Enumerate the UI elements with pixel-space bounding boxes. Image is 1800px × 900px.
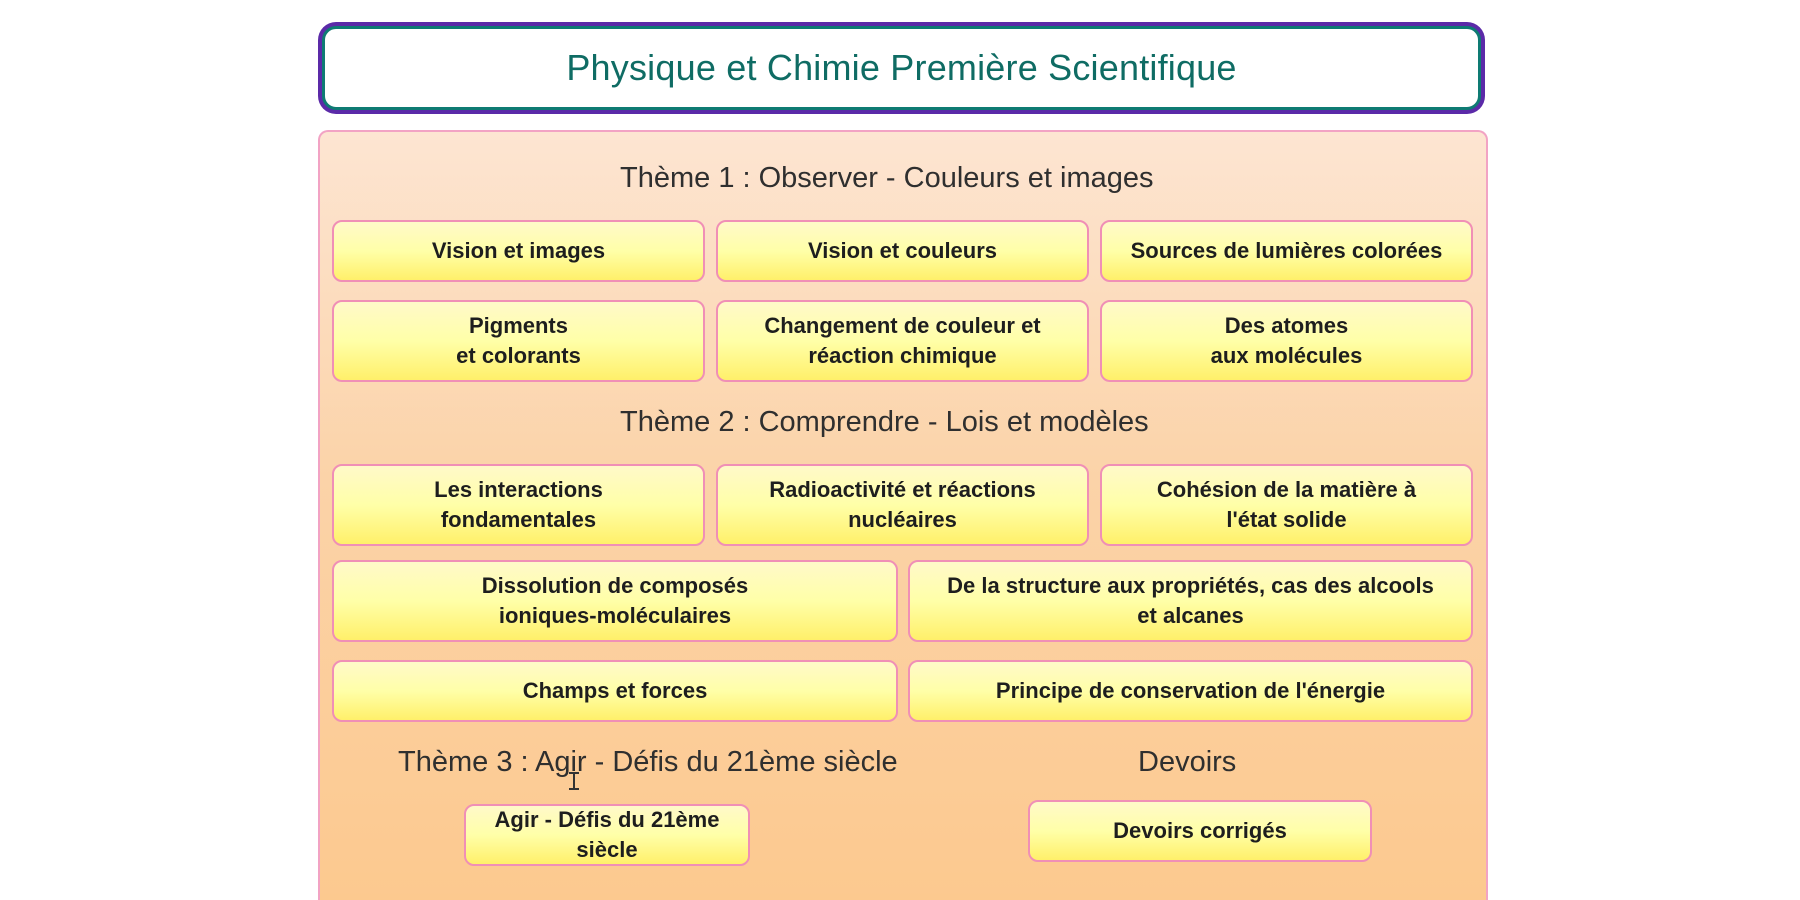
theme3-title: Thème 3 : Agir - Défis du 21ème siècle	[398, 746, 898, 778]
button-label: Radioactivité et réactions nucléaires	[769, 477, 1036, 532]
vision-couleurs-button[interactable]	[716, 220, 1089, 282]
button-label: Principe de conservation de l'énergie	[995, 678, 1386, 703]
cohesion-matiere-button[interactable]	[1100, 464, 1473, 546]
button-label: Pigments et colorants	[456, 313, 581, 368]
interactions-fondamentales-button[interactable]	[332, 464, 705, 546]
page-title: Physique et Chimie Première Scientifique	[566, 47, 1237, 88]
button-label: Les interactions fondamentales	[434, 477, 603, 532]
button-label: Devoirs corrigés	[1113, 818, 1287, 843]
button-label: De la structure aux propriétés, cas des alcools et alcanes	[947, 573, 1434, 628]
button-label: Dissolution de composés ioniques-moléculaires	[481, 573, 749, 628]
header-inner	[322, 26, 1481, 110]
button-label: Des atomes aux molécules	[1210, 313, 1363, 368]
atomes-molecules-button[interactable]	[1100, 300, 1473, 382]
theme1-title: Thème 1 : Observer - Couleurs et images	[620, 162, 1154, 194]
devoirs-title: Devoirs	[1138, 746, 1237, 778]
dissolution-button[interactable]	[332, 560, 898, 642]
text-cursor-icon	[566, 772, 582, 790]
structure-proprietes-button[interactable]	[908, 560, 1473, 642]
button-label: Vision et images	[431, 238, 606, 263]
devoirs-corriges-button[interactable]	[1028, 800, 1372, 862]
changement-couleur-button[interactable]	[716, 300, 1089, 382]
champs-forces-button[interactable]	[332, 660, 898, 722]
sources-lumieres-button[interactable]	[1100, 220, 1473, 282]
vision-images-button[interactable]	[332, 220, 705, 282]
theme2-title: Thème 2 : Comprendre - Lois et modèles	[620, 406, 1149, 438]
button-label: Vision et couleurs	[807, 238, 998, 263]
app-header	[318, 22, 1485, 114]
content-panel	[318, 130, 1488, 900]
button-label: Cohésion de la matière à l'état solide	[1156, 477, 1417, 532]
button-label: Sources de lumières colorées	[1130, 238, 1443, 263]
conservation-energie-button[interactable]	[908, 660, 1473, 722]
button-label: Champs et forces	[522, 678, 708, 703]
button-label: Changement de couleur et réaction chimique	[764, 313, 1041, 368]
pigments-colorants-button[interactable]	[332, 300, 705, 382]
radioactivite-button[interactable]	[716, 464, 1089, 546]
button-label: Agir - Défis du 21ème siècle	[494, 807, 720, 862]
agir-defis-button[interactable]	[464, 804, 750, 866]
